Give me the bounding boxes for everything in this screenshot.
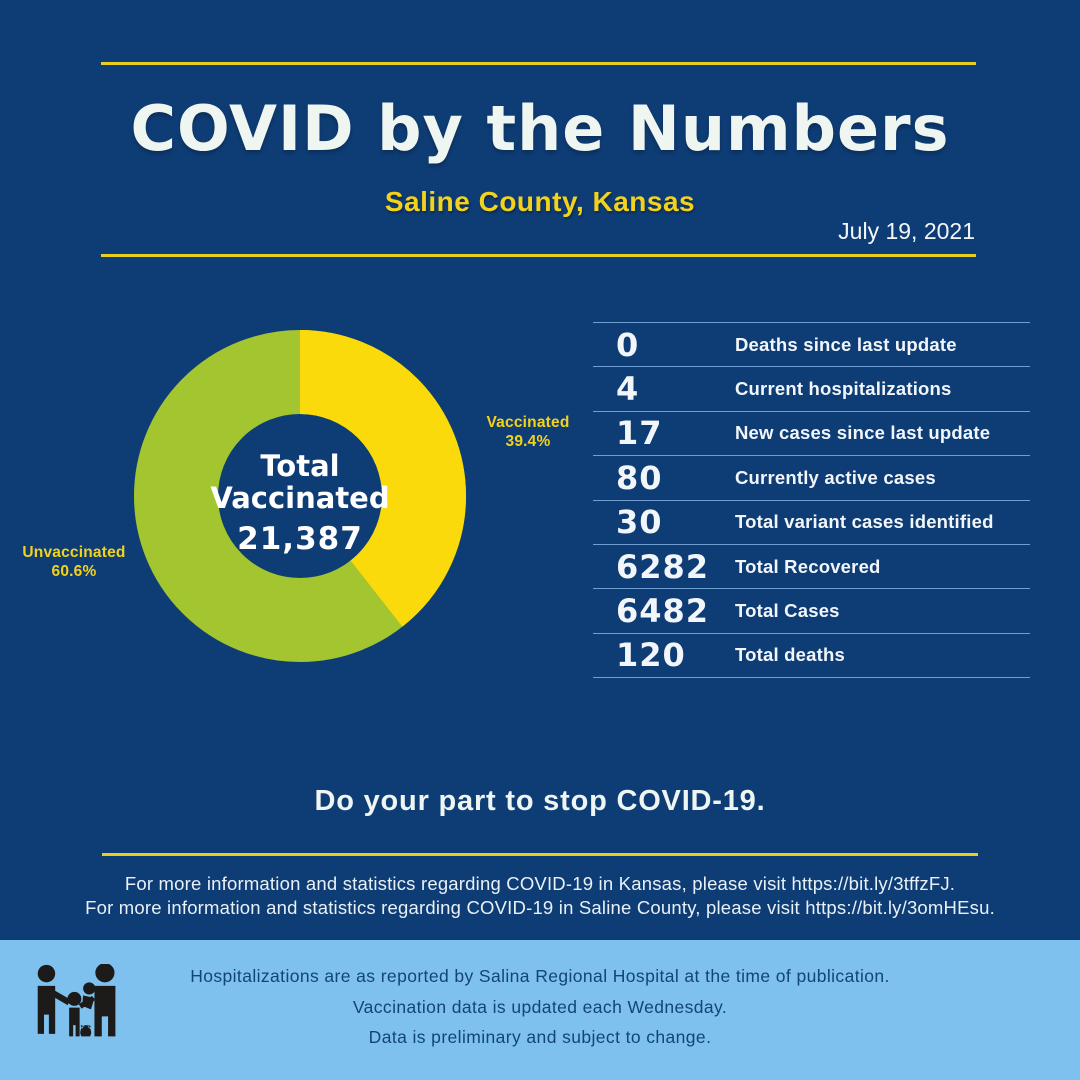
stat-value: 80 xyxy=(616,458,663,497)
table-row xyxy=(593,456,1030,500)
footer-note-vaccination: Vaccination data is updated each Wednesday. xyxy=(352,996,728,1017)
stat-label: Deaths since last update xyxy=(735,333,957,355)
stat-value: 17 xyxy=(616,414,663,453)
table-row xyxy=(593,589,1030,633)
info-links xyxy=(0,872,1080,920)
divider-top xyxy=(101,62,976,65)
table-row xyxy=(593,367,1030,411)
table-row xyxy=(593,412,1030,456)
stat-label: Total variant cases identified xyxy=(735,511,994,533)
stat-label: Total deaths xyxy=(735,644,845,666)
stat-value: 6482 xyxy=(616,592,710,631)
table-row xyxy=(593,634,1030,678)
donut-center-line1: Total xyxy=(260,449,340,483)
footer-notes xyxy=(0,961,1080,1053)
footer-band xyxy=(0,940,1080,1080)
donut-center-line2: Vaccinated xyxy=(210,480,390,515)
stat-value: 30 xyxy=(616,503,663,542)
label-unvaccinated-text: Unvaccinated xyxy=(22,544,126,561)
stat-value: 120 xyxy=(616,636,686,675)
donut-center-value: 21,387 xyxy=(237,520,363,557)
footer-note-preliminary: Data is preliminary and subject to change. xyxy=(368,1027,712,1048)
stat-label: New cases since last update xyxy=(735,422,991,444)
stat-value: 0 xyxy=(616,325,640,364)
page-title: COVID by the Numbers xyxy=(130,92,950,165)
stat-label: Currently active cases xyxy=(735,466,936,488)
divider-header xyxy=(101,254,976,257)
table-row xyxy=(593,323,1030,367)
label-vaccinated xyxy=(468,413,588,452)
stat-value: 4 xyxy=(616,370,640,409)
table-row xyxy=(593,501,1030,545)
label-unvaccinated xyxy=(13,543,135,582)
info-line-kansas: For more information and statistics regarding COVID-19 in Kansas, please visit https://bit.ly/3tffzFJ. xyxy=(124,873,956,894)
stat-label: Total Cases xyxy=(735,600,840,622)
stats-table xyxy=(593,322,1030,678)
label-vaccinated-pct: 39.4% xyxy=(505,433,551,451)
stat-label: Total Recovered xyxy=(735,555,881,577)
subtitle-location: Saline County, Kansas xyxy=(384,186,696,217)
table-row xyxy=(593,545,1030,589)
stat-value: 6282 xyxy=(616,547,710,586)
label-unvaccinated-pct: 60.6% xyxy=(51,563,97,581)
divider-footer xyxy=(102,853,978,856)
footer-note-hospitalizations: Hospitalizations are as reported by Salina Regional Hospital at the time of publication. xyxy=(190,966,890,986)
cta-text: Do your part to stop COVID-19. xyxy=(314,785,766,817)
info-line-saline: For more information and statistics regarding COVID-19 in Saline County, please visit https://bit.ly/3omHEsu. xyxy=(85,897,995,919)
stat-label: Current hospitalizations xyxy=(735,378,952,400)
label-vaccinated-text: Vaccinated xyxy=(486,414,570,431)
report-date: July 19, 2021 xyxy=(838,218,975,244)
donut-center-label xyxy=(190,451,410,556)
